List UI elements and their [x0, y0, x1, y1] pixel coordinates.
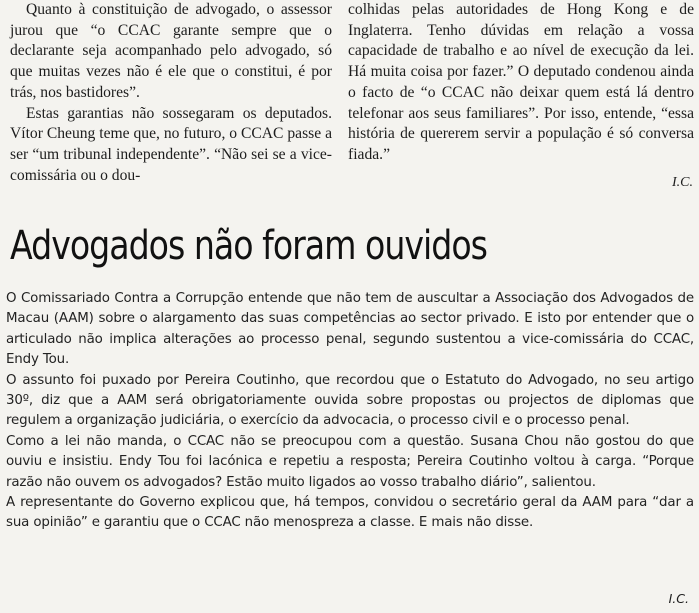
- left-paragraph-2: Estas garantias não sossegaram os deputados. Vítor Cheung teme que, no futuro, o CCAC passe a ser “um tribunal independente”. “Não sei se a vice-comissária ou o dou-: [10, 104, 332, 184]
- article-headline: Advogados não foram ouvidos: [10, 223, 487, 269]
- article-paragraph-2: O assunto foi puxado por Pereira Coutinho, que recordou que o Estatuto do Advogado, no seu artigo 30º, diz que a AAM será obrigatoriamente ouvida sobre propostas ou projectos de diplomas que regulem a organização judiciária, o exercício da advocacia, o processo civil e o processo penal.: [6, 372, 694, 429]
- previous-article-continuation: [0, 0, 699, 200]
- article-body: [6, 289, 694, 534]
- right-column: [348, 0, 694, 166]
- right-paragraph: colhidas pelas autoridades de Hong Kong e de Inglaterra. Tenho dúvidas em relação a vossa capacidade de trabalho e ao nível de execução da lei. Há muita coisa por fazer.” O deputado condenou ainda o facto de “o CCAC não deixar quem está lá dentro telefonar aos seus familiares”. Por isso, entende, “essa história de quererem servir a população é só conversa fiada.”: [348, 1, 694, 163]
- article-paragraph-3: Como a lei não manda, o CCAC não se preocupou com a questão. Susana Chou não gostou do que ouviu e insistiu. Endy Tou foi lacónica e repetiu a resposta; Pereira Coutinho voltou à carga. “Porque razão não ouvem os advogados? Estão muito ligados ao vosso trabalho diário”, salientou.: [6, 433, 694, 490]
- left-column: [10, 0, 332, 186]
- left-paragraph-1: Quanto à constituição de advogado, o assessor jurou que “o CCAC garante sempre que o declarante seja acompanhado pelo advogado, só que muitas vezes não é ele que o constitui, é por trás, nos bastidores”.: [10, 1, 332, 101]
- article-signature: I.C.: [668, 591, 689, 606]
- previous-article-signature: I.C.: [672, 175, 693, 190]
- article-paragraph-4: A representante do Governo explicou que, há tempos, convidou o secretário geral da AAM para “dar a sua opinião” e garantiu que o CCAC não menospreza a classe. E mais não disse.: [6, 495, 694, 531]
- article-paragraph-1: O Comissariado Contra a Corrupção entende que não tem de auscultar a Associação dos Advogados de Macau (AAM) sobre o alargamento das suas competências ao sector privado. E isto por entender que o articulado não implica alterações ao processo penal, segundo sustentou a vice-comissária do CCAC, Endy Tou.: [6, 291, 694, 368]
